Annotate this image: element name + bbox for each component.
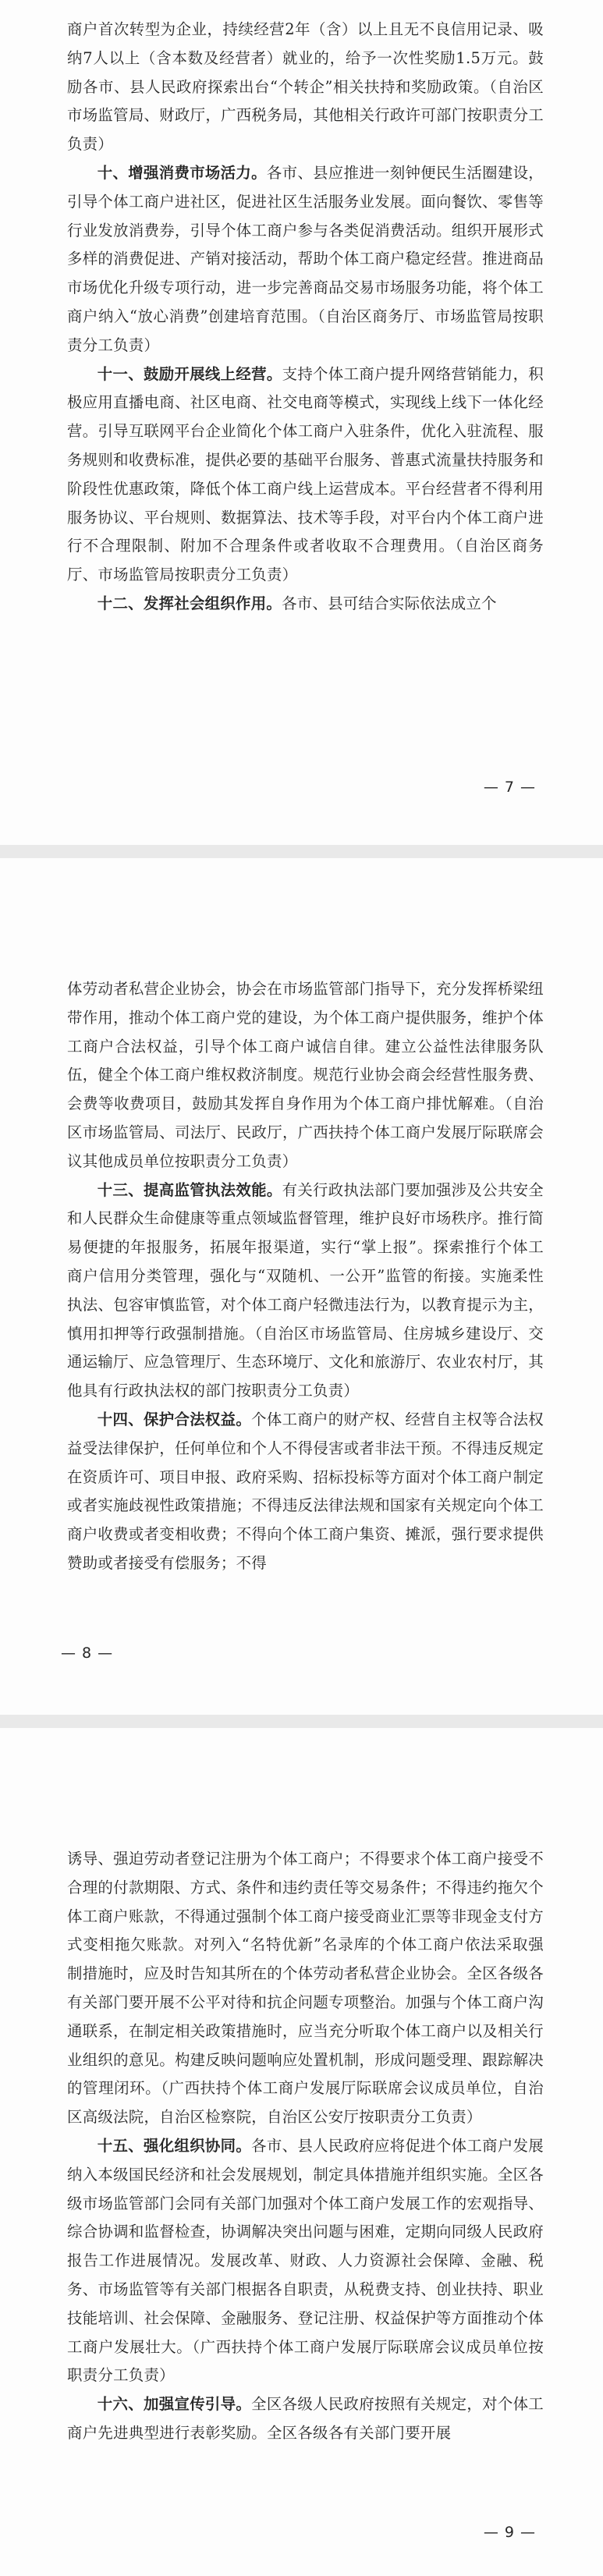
document-page-8 (0, 858, 603, 1715)
document-page-9 (0, 1728, 603, 2576)
section-10: 十、增强消费市场活力。各市、县应推进一刻钟便民生活圈建设，引导个体工商户进社区，促进社区生活服务业发展。面向餐饮、零售等行业发放消费券，引导个体工商户参与各类促消费活动。组织开展形式多样的消费促进、产销对接活动，帮助个体工商户稳定经营。推进商品市场优化升级专项行动，进一步完善商品交易市场服务功能，将个体工商户纳入“放心消费”创建培育范围。（自治区商务厅、市场监管局按职责分工负责） (67, 163, 544, 354)
section-16: 十六、加强宣传引导。全区各级人民政府按照有关规定，对个体工商户先进典型进行表彰奖励。全区各级各有关部门要开展 (67, 2395, 544, 2442)
page-number: — 9 — (483, 2524, 536, 2541)
paragraph-continued: 诱导、强迫劳动者登记注册为个体工商户；不得要求个体工商户接受不合理的付款期限、方式、条件和违约责任等交易条件；不得违约拖欠个体工商户账款，不得通过强制个体工商户接受商业汇票等非现金支付方式变相拖欠账款。对列入“名特优新”名录库的个体工商户依法采取强制措施时，应及时告知其所在的个体劳动者私营企业协会。全区各级各有关部门要开展不公平对待和抗企问题专项整治。加强与个体工商户沟通联系，在制定相关政策措施时，应当充分听取个体工商户以及相关行业组织的意见。构建反映问题响应处置机制，形成问题受理、跟踪解决的管理闭环。（广西扶持个体工商户发展厅际联席会议成员单位，自治区高级法院，自治区检察院，自治区公安厅按职责分工负责） (67, 1850, 544, 2127)
paragraph-continued: 体劳动者私营企业协会，协会在市场监管部门指导下，充分发挥桥梁纽带作用，推动个体工商户党的建设，为个体工商户提供服务，维护个体工商户合法权益，引导个体工商户诚信自律。建立公益性法律服务队伍，健全个体工商户维权救济制度。规范行业协会商会经营性服务费、会费等收费项目，鼓励其发挥自身作用为个体工商户排忧解难。（自治区市场监管局、司法厅、民政厅，广西扶持个体工商户发展厅际联席会议其他成员单位按职责分工负责） (67, 980, 544, 1170)
section-15: 十五、强化组织协同。各市、县人民政府应将促进个体工商户发展纳入本级国民经济和社会发展规划，制定具体措施并组织实施。全区各级市场监管部门会同有关部门加强对个体工商户发展工作的宏观指导、综合协调和监督检查，协调解决突出问题与困难，定期向同级人民政府报告工作进展情况。发展改革、财政、人力资源社会保障、金融、税务、市场监管等有关部门根据各自职责，从税费支持、创业扶持、职业技能培训、社会保障、金融服务、登记注册、权益保护等方面推动个体工商户发展壮大。（广西扶持个体工商户发展厅际联席会议成员单位按职责分工负责） (67, 2136, 544, 2385)
paragraph-continued: 商户首次转型为企业，持续经营2年（含）以上且无不良信用记录、吸纳7人以上（含本数及经营者）就业的，给予一次性奖励1.5万元。鼓励各市、县人民政府探索出台“个转企”相关扶持和奖励政策。（自治区市场监管局、财政厅，广西税务局，其他相关行政许可部门按职责分工负责） (67, 20, 544, 154)
document-page-7 (0, 0, 603, 845)
section-14: 十四、保护合法权益。个体工商户的财产权、经营自主权等合法权益受法律保护，任何单位和个人不得侵害或者非法干预。不得违反规定在资质许可、项目申报、政府采购、招标投标等方面对个体工商户制定或者实施歧视性政策措施；不得违反法律法规和国家有关规定向个体工商户收费或者变相收费；不得向个体工商户集资、摊派，强行要求提供赞助或者接受有偿服务；不得 (67, 1410, 544, 1572)
page-number: — 7 — (483, 779, 536, 796)
section-12: 十二、发挥社会组织作用。各市、县可结合实际依法成立个 (97, 594, 497, 612)
page-number: — 8 — (61, 1645, 114, 1662)
section-13: 十三、提高监管执法效能。有关行政执法部门要加强涉及公共安全和人民群众生命健康等重点领域监督管理，维护良好市场秩序。推行简易便捷的年报服务，拓展年报渠道，实行“掌上报”。探索推行个体工商户信用分类管理，强化与“双随机、一公开”监管的衔接。实施柔性执法、包容审慎监管，对个体工商户轻微违法行为，以教育提示为主，慎用扣押等行政强制措施。（自治区市场监管局、住房城乡建设厅、交通运输厅、应急管理厅、生态环境厅、文化和旅游厅、农业农村厅，其他具有行政执法权的部门按职责分工负责） (67, 1180, 544, 1400)
section-11: 十一、鼓励开展线上经营。支持个体工商户提升网络营销能力，积极应用直播电商、社区电商、社交电商等模式，实现线上线下一体化经营。引导互联网平台企业简化个体工商户入驻条件，优化入驻流程、服务规则和收费标准，提供必要的基础平台服务、普惠式流量扶持服务和阶段性优惠政策，降低个体工商户线上运营成本。平台经营者不得利用服务协议、平台规则、数据算法、技术等手段，对平台内个体工商户进行不合理限制、附加不合理条件或者收取不合理费用。（自治区商务厅、市场监管局按职责分工负责） (67, 364, 544, 584)
